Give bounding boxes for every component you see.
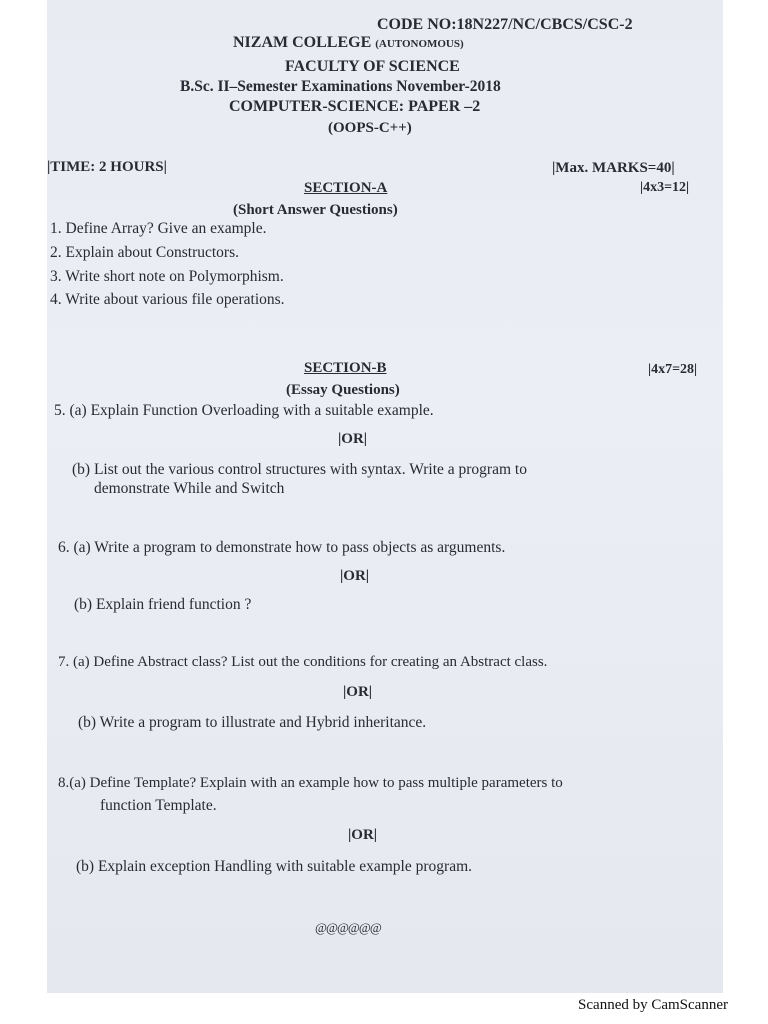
max-marks: |Max. MARKS=40|	[552, 160, 675, 176]
section-b-subtitle: (Essay Questions)	[286, 382, 400, 398]
section-a-subtitle: (Short Answer Questions)	[233, 202, 398, 218]
section-a-title: SECTION-A	[304, 180, 388, 196]
time-label: |TIME: 2 HOURS|	[47, 159, 167, 175]
or-separator: |OR|	[343, 684, 373, 700]
question-6b: (b) Explain friend function ?	[74, 596, 252, 613]
subject-title: COMPUTER-SCIENCE: PAPER –2	[229, 98, 481, 115]
faculty-title: FACULTY OF SCIENCE	[285, 58, 460, 75]
paper-code: CODE NO:18N227/NC/CBCS/CSC-2	[377, 16, 633, 33]
question-7a: 7. (a) Define Abstract class? List out the conditions for creating an Abstract class.	[58, 654, 548, 670]
exam-paper	[47, 0, 723, 993]
section-b-title: SECTION-B	[304, 360, 387, 376]
question-4: 4. Write about various file operations.	[50, 291, 285, 308]
college-title: NIZAM COLLEGE	[233, 34, 372, 51]
or-separator: |OR|	[340, 568, 370, 584]
or-separator: |OR|	[348, 827, 378, 843]
or-separator: |OR|	[338, 431, 368, 447]
question-5a: 5. (a) Explain Function Overloading with a suitable example.	[54, 402, 434, 419]
question-3: 3. Write short note on Polymorphism.	[50, 268, 284, 285]
college-name	[233, 34, 464, 52]
question-1: 1. Define Array? Give an example.	[50, 220, 267, 237]
question-5b-cont: demonstrate While and Switch	[94, 480, 285, 497]
autonomous-label: (AUTONOMOUS)	[375, 38, 464, 50]
question-6a: 6. (a) Write a program to demonstrate how to pass objects as arguments.	[58, 539, 506, 556]
question-8a-cont: function Template.	[100, 797, 217, 814]
question-8b: (b) Explain exception Handling with suitable example program.	[76, 858, 472, 875]
exam-title: B.Sc. II–Semester Examinations November-2018	[180, 78, 501, 95]
paper-title: (OOPS-C++)	[328, 120, 412, 136]
end-of-paper-mark: @@@@@@	[315, 920, 381, 935]
scanner-watermark: Scanned by CamScanner	[578, 997, 728, 1013]
question-8a: 8.(a) Define Template? Explain with an example how to pass multiple parameters to	[58, 775, 563, 791]
section-b-marks: |4x7=28|	[648, 362, 698, 377]
question-5b: (b) List out the various control structures with syntax. Write a program to	[72, 461, 527, 478]
question-2: 2. Explain about Constructors.	[50, 244, 239, 261]
section-a-marks: |4x3=12|	[640, 180, 690, 195]
question-7b: (b) Write a program to illustrate and Hybrid inheritance.	[78, 714, 427, 731]
